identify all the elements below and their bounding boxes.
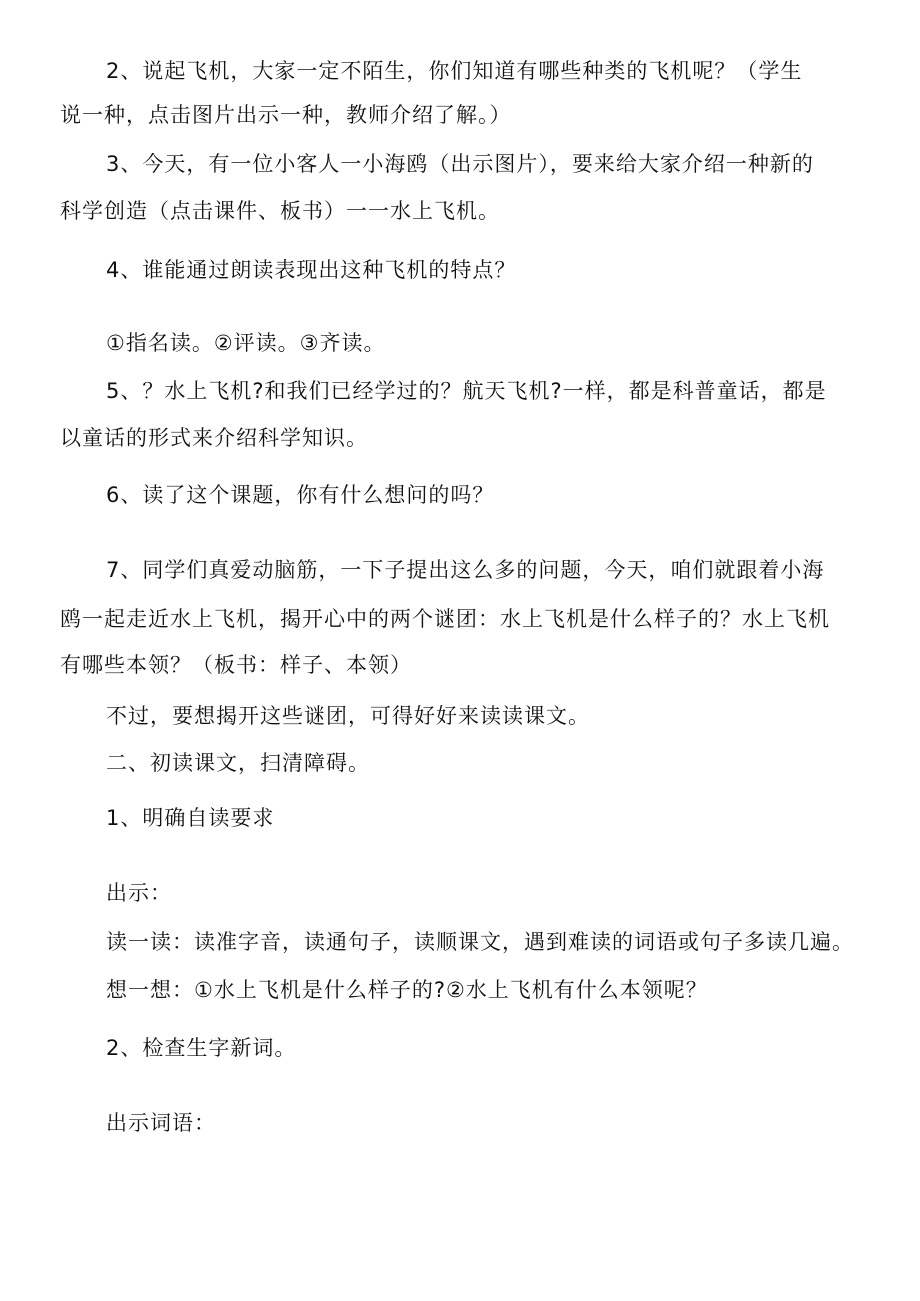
paragraph-5-line-1: 5、？水上飞机?和我们已经学过的？航天飞机?一样，都是科普童话，都是 [106, 379, 827, 403]
paragraph-7-line-3: 有哪些本领？（板书：样子、本领） [60, 653, 412, 677]
reading-steps: ①指名读。②评读。③齐读。 [106, 331, 386, 355]
paragraph-4: 4、谁能通过朗读表现出这种飞机的特点？ [106, 258, 517, 282]
transition-line: 不过，要想揭开这些谜团，可得好好来读读课文。 [106, 704, 590, 728]
paragraph-5-line-2: 以童话的形式来介绍科学知识。 [60, 426, 368, 450]
show-label: 出示： [106, 881, 172, 905]
step-2: 2、检查生字新词。 [106, 1036, 297, 1060]
think-instruction: 想一想：①水上飞机是什么样子的?②水上飞机有什么本领呢？ [106, 978, 708, 1002]
section-heading-2: 二、初读课文，扫清障碍。 [106, 751, 370, 775]
paragraph-7-line-2: 鸥一起走近水上飞机，揭开心中的两个谜团：水上飞机是什么样子的？水上飞机 [60, 607, 830, 631]
read-instruction: 读一读：读准字音，读通句子，读顺课文，遇到难读的词语或句子多读几遍。 [106, 930, 854, 954]
paragraph-7-line-1: 7、同学们真爱动脑筋，一下子提出这么多的问题，今天，咱们就跟着小海 [106, 558, 825, 582]
paragraph-2-line-2: 说一种，点击图片出示一种，教师介绍了解。） [60, 103, 512, 127]
paragraph-3-line-2: 科学创造（点击课件、板书）一一水上飞机。 [60, 199, 500, 223]
paragraph-3-line-1: 3、今天，有一位小客人一小海鸥（出示图片），要来给大家介绍一种新的 [106, 152, 814, 176]
paragraph-2-line-1: 2、说起飞机，大家一定不陌生，你们知道有哪些种类的飞机呢？（学生 [106, 59, 803, 83]
step-1: 1、明确自读要求 [106, 806, 275, 830]
paragraph-6: 6、读了这个课题，你有什么想问的吗？ [106, 483, 495, 507]
show-words-label: 出示词语： [106, 1111, 216, 1135]
